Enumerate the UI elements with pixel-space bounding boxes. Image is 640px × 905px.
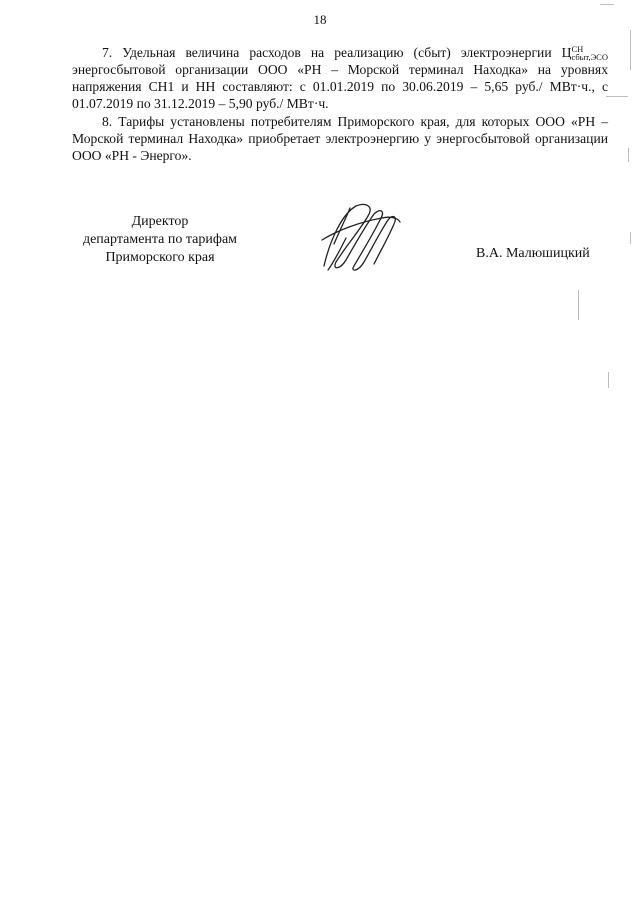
scan-artifact [628,148,629,162]
signer-name: В.А. Малюшицкий [476,246,590,261]
page-number: 18 [313,12,327,27]
signer-position [60,213,260,267]
scan-artifact [600,4,614,5]
signer-position-line-3: Приморского края [105,250,215,265]
paragraph-7 [72,44,608,112]
paragraph-7-text-end: энергосбытовой организации ООО «РН – Морской терминал Находка» на уровнях напряжения СН1 и НН составляют: с 01.01.2019 по 30.06.2019 – 5,65 руб./ МВт·ч., с 01.07.2019 по 31.12.2019 – 5,90 руб./ МВт·ч. [72,62,608,111]
scan-artifact [578,290,579,320]
tariff-symbol-superscript: СН [571,44,584,54]
tariff-symbol-base: Ц [561,45,572,60]
scan-artifact [630,30,631,70]
scan-artifact [606,96,628,97]
paragraph-8: 8. Тарифы установлены потребителям Приморского края, для которых ООО «РН – Морской терминал Находка» приобретает электроэнергию у энергосбытовой организации ООО «РН - Энерго». [72,114,608,163]
handwritten-signature [316,200,402,274]
tariff-symbol-subscript: сбыт,ЭСО [571,52,608,62]
scan-artifact [630,232,631,244]
scan-artifact [608,372,609,388]
signer-position-line-1: Директор [131,214,189,229]
tariff-symbol [562,45,608,60]
signer-position-line-2: департамента по тарифам [82,232,238,247]
paragraph-7-text-start: 7. Удельная величина расходов на реализацию (сбыт) электроэнергии [102,45,562,60]
